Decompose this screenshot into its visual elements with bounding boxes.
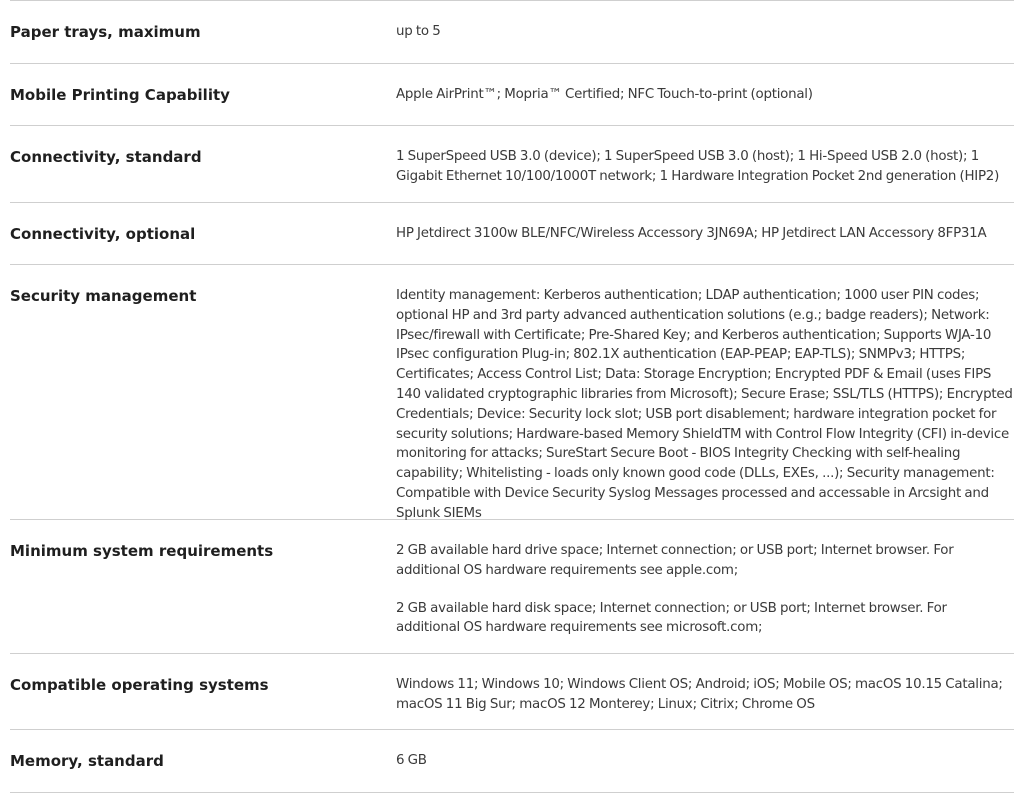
spec-value-text: 6 GB [396,753,427,768]
spec-label: Memory, standard [10,752,164,770]
spec-table [10,0,1014,793]
spec-value-text: HP Jetdirect 3100w BLE/NFC/Wireless Accessory 3JN69A; HP Jetdirect LAN Accessory 8FP31A [396,226,987,241]
spec-value-text: up to 5 [396,24,441,39]
spec-label: Paper trays, maximum [10,23,201,41]
spec-value-text: 2 GB available hard disk space; Internet connection; or USB port; Internet browser. For additional OS hardware requirements see microsoft.com; [396,600,947,636]
spec-value [396,64,1014,125]
spec-value [396,203,1014,264]
spec-value-text: 2 GB available hard drive space; Internet connection; or USB port; Internet browser. For additional OS hardware requirements see apple.com; [396,543,954,578]
spec-row-paper-trays [10,0,1014,63]
spec-row-security-management [10,264,1014,519]
spec-value [396,730,1014,792]
spec-row-mobile-printing [10,63,1014,125]
spec-value [396,654,1014,729]
spec-value-text: Windows 11; Windows 10; Windows Client OS; Android; iOS; Mobile OS; macOS 10.15 Catalina; macOS 11 Big Sur; macOS 12 Monterey; Linux; Citrix; Chrome OS [396,677,1003,712]
spec-value [396,265,1014,519]
spec-value-text: Identity management: Kerberos authentication; LDAP authentication; 1000 user PIN codes; optional HP and 3rd party advanced authentication solutions (e.g.; badge readers); Network: IPsec/firewall with Certificate; Pre-Shared Key; and Kerberos authentication; Supports WJA-10 IPsec configuration Plug-in; 802.1X authentication (EAP-PEAP; EAP-TLS); SNMPv3; HTTPS; Certificates; Access Control List; Data: Storage Encryption; Encrypted PDF & Email (uses FIPS 140 validated cryptographic libraries from Microsoft); Secure Erase; SSL/TLS (HTTPS); Encrypted Credentials; Device: Security lock slot; USB port disablement; hardware integration pocket for security solutions; Hardware-based Memory ShieldTM with Control Flow Integrity (CFI) in-device monitoring for attacks; SureStart Secure Boot - BIOS Integrity Checking with self-healing capability; Whitelisting - loads only known good code (DLLs, EXEs, ...); Security management: Compatible with Device Security Syslog Messages processed and accessable in Arcsight and Splunk SIEMs [396,288,1013,521]
spec-row-compatible-os [10,653,1014,729]
spec-row-minimum-system-requirements [10,519,1014,653]
spec-row-connectivity-standard [10,125,1014,202]
spec-label: Minimum system requirements [10,542,274,560]
spec-label: Connectivity, optional [10,225,196,243]
spec-value [396,520,1014,653]
spec-label: Security management [10,287,197,305]
spec-value [396,1,1014,63]
spec-value [396,126,1014,202]
spec-value-text: 1 SuperSpeed USB 3.0 (device); 1 SuperSpeed USB 3.0 (host); 1 Hi-Speed USB 2.0 (host); 1 Gigabit Ethernet 10/100/1000T network; 1 Hardware Integration Pocket 2nd generation (HIP2) [396,149,1000,184]
spec-label: Compatible operating systems [10,676,269,694]
spec-label: Connectivity, standard [10,148,202,166]
spec-label: Mobile Printing Capability [10,86,230,104]
spec-row-memory-standard [10,729,1014,793]
spec-row-connectivity-optional [10,202,1014,264]
spec-value-text: Apple AirPrint™; Mopria™ Certified; NFC Touch-to-print (optional) [396,87,813,102]
